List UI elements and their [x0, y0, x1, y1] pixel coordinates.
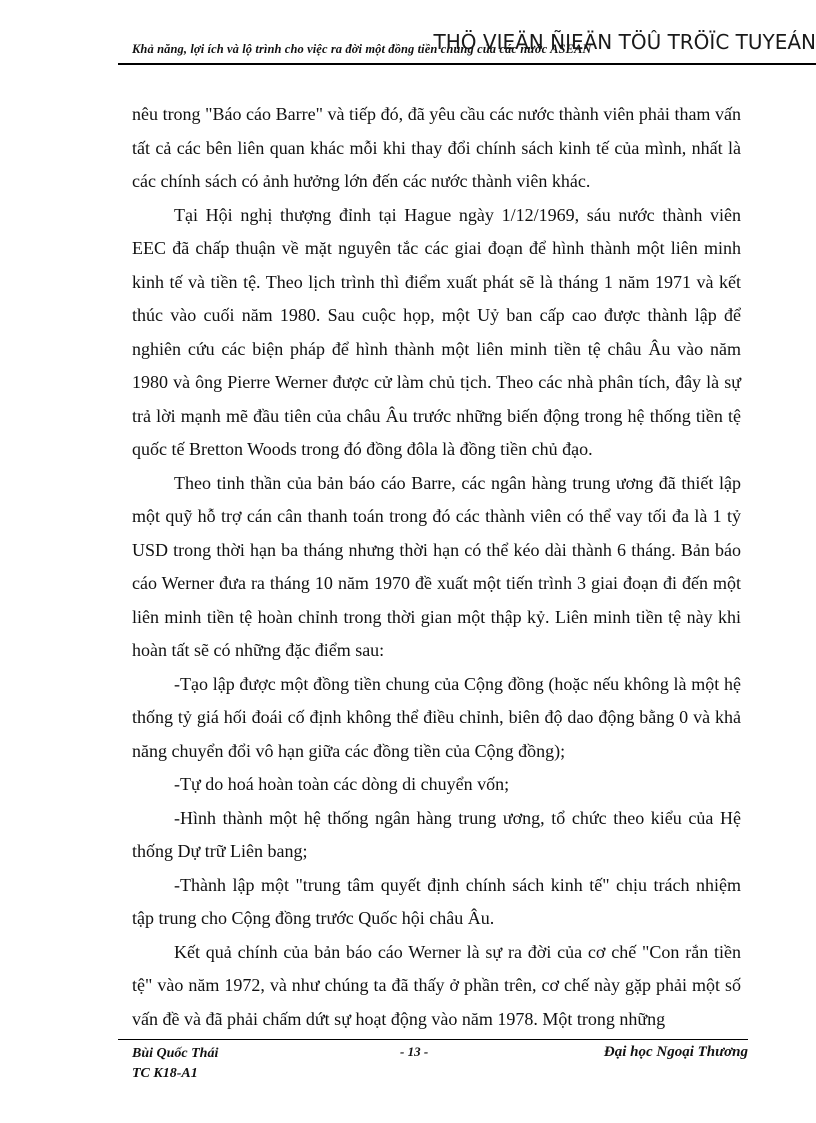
footer-university: Đại học Ngoại Thương	[603, 1044, 748, 1060]
page-number: - 13 -	[400, 1044, 429, 1059]
paragraph-1: nêu trong "Báo cáo Barre" và tiếp đó, đã yêu cầu các nước thành viên phải tham vấn tất cả các bên liên quan khác mỗi khi thay đổi chính sách kinh tế của mình, nhất là các chính sách có ảnh hưởng lớn đến các nước thành viên khác.	[132, 104, 741, 191]
list-item-central-bank-system: -Hình thành một hệ thống ngân hàng trung ương, tổ chức theo kiểu của Hệ thống Dự trữ Liên bang;	[132, 807, 741, 861]
page-footer	[132, 1044, 748, 1094]
header-title: Khả năng, lợi ích và lộ trình cho việc ra đời một đồng tiền chung của các nước ASEAN	[132, 42, 592, 56]
list-item-capital-liberalization: -Tự do hoá hoàn toàn các dòng di chuyển vốn;	[174, 774, 510, 794]
paragraph-3: Theo tinh thần của bản báo cáo Barre, các ngân hàng trung ương đã thiết lập một quỹ hỗ trợ cán cân thanh toán trong đó các thành viên có thể vay tối đa là 1 tỷ USD trong thời hạn ba tháng nhưng thời hạn có thể kéo dài thành 6 tháng. Bản báo cáo Werner đưa ra tháng 10 năm 1970 đề xuất một tiến trình 3 giai đoạn đi đến một liên minh tiền tệ hoàn chỉnh trong thời gian một thập kỷ. Liên minh tiền tệ này khi hoàn tất sẽ có những đặc điểm sau:	[132, 472, 741, 660]
paragraph-werner-result: Kết quả chính của bản báo cáo Werner là sự ra đời của cơ chế "Con rắn tiền tệ" vào năm 1972, và như chúng ta đã thấy ở phần trên, cơ chế này gặp phải một số vấn đề và đã phải chấm dứt sự hoạt động vào năm 1978. Một trong những	[132, 941, 741, 1029]
footer-author: Bùi Quốc Thái	[132, 1046, 219, 1061]
document-body	[132, 98, 741, 1036]
footer-author-block	[132, 1044, 218, 1084]
footer-class: TC K18-A1	[132, 1066, 198, 1081]
page-header	[118, 30, 816, 62]
header-rule	[118, 63, 816, 65]
list-item-common-currency: -Tạo lập được một đồng tiền chung của Cộng đồng (hoặc nếu không là một hệ thống tỷ giá hối đoái cố định không thể điều chỉnh, biên độ dao động bằng 0 và khả năng chuyển đổi vô hạn giữa các đồng tiền của Cộng đồng);	[132, 673, 741, 761]
list-item-policy-centre: -Thành lập một "trung tâm quyết định chính sách kinh tế" chịu trách nhiệm tập trung cho Cộng đồng trước Quốc hội châu Âu.	[132, 874, 741, 928]
header-watermark: THÖ VIEÄN ÑIEÄN TÖÛ TRÖÏC TUYEÁN	[433, 30, 816, 54]
paragraph-2: Tại Hội nghị thượng đỉnh tại Hague ngày 1/12/1969, sáu nước thành viên EEC đã chấp thuận về mặt nguyên tắc các giai đoạn để hình thành một liên minh kinh tế và tiền tệ. Theo lịch trình thì điểm xuất phát sẽ là tháng 1 năm 1971 và kết thúc vào cuối năm 1980. Sau cuộc họp, một Uỷ ban cấp cao được thành lập để nghiên cứu các biện pháp để hình thành một liên minh tiền tệ châu Âu vào năm 1980 và ông Pierre Werner được cử làm chủ tịch. Theo các nhà phân tích, đây là sự trả lời mạnh mẽ đầu tiên của châu Âu trước những biến động trong hệ thống tiền tệ quốc tế Bretton Woods trong đó đồng đôla là đồng tiền chủ đạo.	[132, 204, 741, 459]
footer-rule	[118, 1039, 748, 1040]
